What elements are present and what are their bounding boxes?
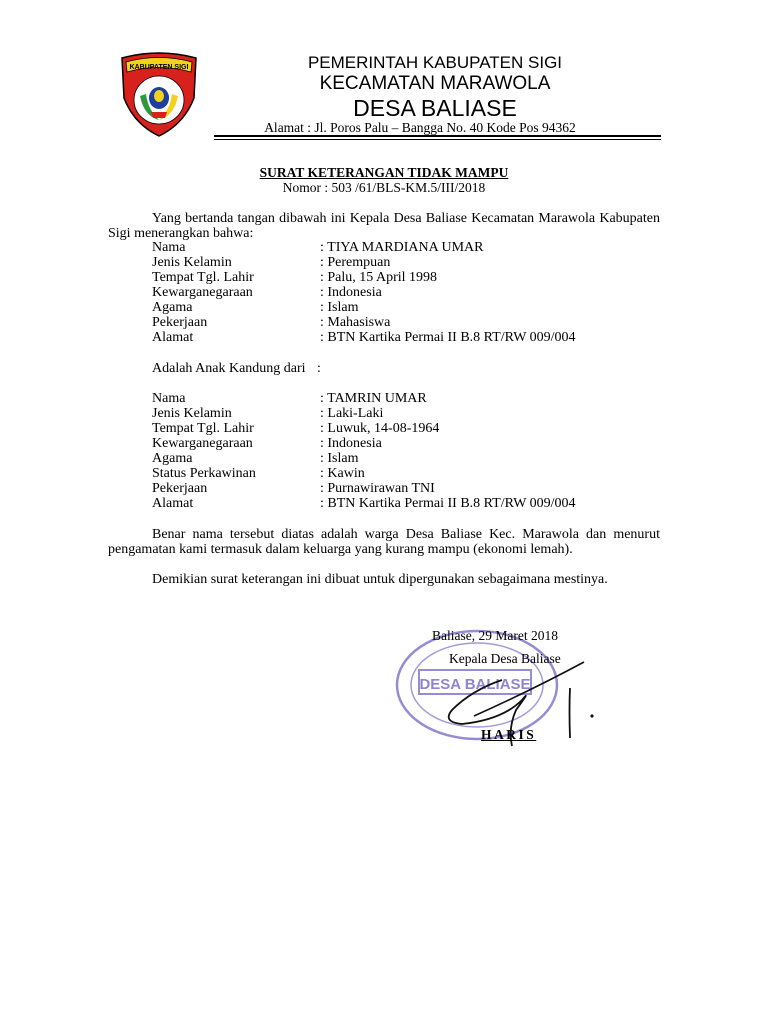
field-label: Nama (152, 391, 186, 406)
header-address: Alamat : Jl. Poros Palu – Bangga No. 40 Kode Pos 94362 (264, 120, 576, 135)
field-label: Agama (152, 451, 193, 466)
field-value: : BTN Kartika Permai II B.8 RT/RW 009/004 (320, 496, 576, 511)
field-label: Kewarganegaraan (152, 285, 253, 300)
intro-paragraph: Yang bertanda tangan dibawah ini Kepala Desa Baliase Kecamatan Marawola Kabupaten Sigi menerangkan bahwa: (108, 211, 660, 241)
field-label: Pekerjaan (152, 315, 208, 330)
field-value: : TAMRIN UMAR (320, 391, 427, 406)
header-village: DESA BALIASE (353, 95, 517, 121)
field-value: : Palu, 15 April 1998 (320, 270, 438, 285)
field-value: : Purnawirawan TNI (320, 481, 435, 496)
field-value: : Islam (320, 300, 359, 315)
field-value: : Indonesia (320, 436, 382, 451)
child-of-colon: : (317, 361, 321, 376)
header-divider-thin (214, 139, 661, 140)
field-value: : Perempuan (320, 255, 391, 270)
statement-paragraph: Benar nama tersebut diatas adalah warga Desa Baliase Kec. Marawola dan menurut pengamatan kami termasuk dalam keluarga yang kurang mampu (ekonomi lemah). (108, 527, 660, 557)
field-label: Nama (152, 240, 186, 255)
field-label: Status Perkawinan (152, 466, 256, 481)
field-value: : TIYA MARDIANA UMAR (320, 240, 484, 255)
header-district: KECAMATAN MARAWOLA (319, 73, 551, 94)
field-label: Alamat (152, 496, 194, 511)
header-divider (214, 135, 661, 137)
svg-text:KABUPATEN SIGI: KABUPATEN SIGI (129, 64, 189, 71)
field-label: Jenis Kelamin (152, 255, 232, 270)
field-value: : Kawin (320, 466, 365, 481)
field-label: Agama (152, 300, 193, 315)
field-label: Alamat (152, 330, 194, 345)
field-value: : Indonesia (320, 285, 382, 300)
header-government: PEMERINTAH KABUPATEN SIGI (307, 53, 563, 72)
field-value: : Islam (320, 451, 359, 466)
field-value: : Luwuk, 14-08-1964 (320, 421, 440, 436)
field-value: : Mahasiswa (320, 315, 391, 330)
child-of-label: Adalah Anak Kandung dari (152, 361, 306, 376)
field-value: : Laki-Laki (320, 406, 384, 421)
svg-text:DESA BALIASE: DESA BALIASE (419, 676, 531, 693)
letter-number: Nomor : 503 /61/BLS-KM.5/III/2018 (282, 180, 486, 195)
closing-paragraph: Demikian surat keterangan ini dibuat untuk dipergunakan sebagaimana mestinya. (152, 572, 608, 587)
field-label: Tempat Tgl. Lahir (152, 421, 254, 436)
field-label: Tempat Tgl. Lahir (152, 270, 254, 285)
letter-title: SURAT KETERANGAN TIDAK MAMPU (259, 165, 509, 180)
field-label: Kewarganegaraan (152, 436, 253, 451)
field-label: Jenis Kelamin (152, 406, 232, 421)
field-label: Pekerjaan (152, 481, 208, 496)
field-value: : BTN Kartika Permai II B.8 RT/RW 009/004 (320, 330, 576, 345)
kabupaten-sigi-logo (118, 46, 200, 138)
signature-date: Baliase, 29 Maret 2018 (432, 628, 558, 643)
signature-position: Kepala Desa Baliase (449, 651, 561, 666)
signatory-name: HARIS (481, 727, 537, 742)
